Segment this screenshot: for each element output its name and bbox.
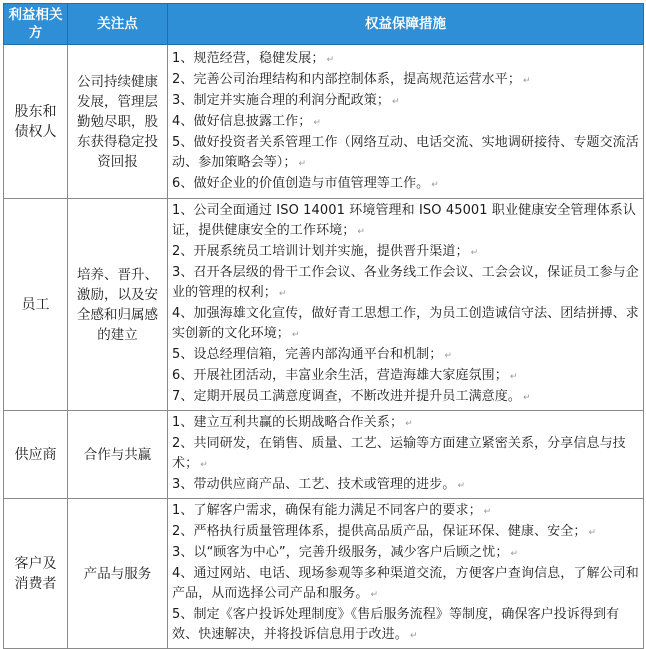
paragraph-mark-icon: ↵	[278, 289, 287, 299]
measure-item	[172, 387, 639, 408]
measure-list	[172, 49, 639, 195]
measure-item	[172, 112, 639, 133]
measure-list	[172, 413, 639, 496]
measure-item	[172, 242, 639, 263]
measure-item	[172, 201, 639, 242]
measure-item	[172, 543, 639, 564]
paragraph-mark-icon: ↵	[200, 460, 208, 470]
measure-item	[172, 501, 639, 522]
paragraph-mark-icon: ↵	[313, 117, 322, 128]
focus-cell: 合作与共赢	[68, 411, 168, 499]
measure-item	[172, 366, 639, 387]
focus-cell: 公司持续健康发展，管理层勤勉尽职，股东获得稳定投资回报	[68, 45, 168, 199]
measures-cell	[168, 499, 644, 649]
measure-text: 7、定期开展员工满意度调查，不断改进并提升员工满意度。	[172, 389, 521, 404]
paragraph-mark-icon: ↵	[391, 96, 400, 107]
measure-item	[172, 304, 639, 345]
measure-item	[172, 133, 639, 174]
measure-item	[172, 174, 639, 195]
stakeholder-cell: 股东和债权人	[4, 45, 68, 199]
measure-text: 1、了解客户需求，确保有能力满足不同客户的要求；	[172, 503, 482, 518]
measure-text: 1、公司全面通过 ISO 14001 环境管理和 ISO 45001 职业健康安全管理体系认证，提供健康安全的工作环境；	[172, 203, 637, 238]
paragraph-mark-icon: ↵	[510, 549, 519, 559]
paragraph-mark-icon: ↵	[470, 248, 479, 258]
paragraph-mark-icon: ↵	[444, 351, 453, 361]
measure-item	[172, 605, 639, 646]
measure-list	[172, 201, 639, 408]
paragraph-mark-icon: ↵	[409, 631, 418, 641]
table-row	[4, 199, 644, 411]
stakeholder-cell: 客户及消费者	[4, 499, 68, 649]
paragraph-mark-icon: ↵	[370, 590, 379, 600]
measure-item	[172, 564, 639, 605]
stakeholder-cell: 供应商	[4, 411, 68, 499]
paragraph-mark-icon: ↵	[522, 75, 531, 86]
measure-text: 6、开展社团活动，丰富业余生活，营造海雄大家庭氛围；	[172, 368, 508, 383]
paragraph-mark-icon: ↵	[431, 179, 439, 190]
measures-cell	[168, 199, 644, 411]
measure-text: 4、做好信息披露工作；	[172, 113, 312, 129]
paragraph-mark-icon: ↵	[588, 528, 597, 538]
measure-item	[172, 522, 639, 543]
table-row	[4, 499, 644, 649]
measure-text: 2、共同研发，在销售、质量、工艺、运输等方面建立紧密关系，分享信息与技术；	[172, 436, 626, 471]
table-row	[4, 411, 644, 499]
measure-item	[172, 345, 639, 366]
paragraph-mark-icon: ↵	[291, 330, 300, 340]
measure-item	[172, 70, 639, 91]
focus-cell: 产品与服务	[68, 499, 168, 649]
measure-text: 4、加强海雄文化宣传，做好青工思想工作，为员工创造诚信守法、团结拼搏、求实创新的文化环境；	[172, 306, 639, 341]
measure-text: 3、带动供应商产品、工艺、技术或管理的进步。	[172, 477, 456, 492]
measure-text: 5、做好投资者关系管理工作（网络互动、电话交流、实地调研接待、专题交流活动、参加策略会等）；	[172, 134, 639, 170]
measure-item	[172, 91, 639, 112]
paragraph-mark-icon: ↵	[457, 481, 466, 491]
measure-text: 5、设总经理信箱，完善内部沟通平台和机制；	[172, 347, 443, 362]
measure-item	[172, 49, 639, 70]
measure-item	[172, 413, 639, 434]
measure-item	[172, 475, 639, 496]
measures-cell	[168, 45, 644, 199]
focus-cell: 培养、晋升、激励，以及安全感和归属感的建立	[68, 199, 168, 411]
paragraph-mark-icon: ↵	[405, 419, 413, 429]
paragraph-mark-icon: ↵	[326, 54, 335, 65]
table-row	[4, 45, 644, 199]
paragraph-mark-icon: ↵	[522, 393, 531, 403]
paragraph-mark-icon: ↵	[298, 158, 307, 169]
measure-text: 3、召开各层级的骨干工作会议、各业务线工作会议、工会会议，保证员工参与企业的管理的权利；	[172, 265, 639, 300]
stakeholder-rights-table	[3, 3, 644, 649]
measure-text: 4、通过网站、电话、现场参观等多种渠道交流，方便客户查询信息，了解公司和产品，从而选择公司产品和服务。	[172, 566, 639, 601]
paragraph-mark-icon: ↵	[357, 227, 366, 237]
measure-text: 3、制定并实施合理的利润分配政策；	[172, 92, 390, 108]
stakeholder-cell: 员工	[4, 199, 68, 411]
measure-text: 5、制定《客户投诉处理制度》《售后服务流程》等制度，确保客户投诉得到有效、快速解决，并将投诉信息用于改进。	[172, 607, 620, 642]
measure-text: 6、做好企业的价值创造与市值管理等工作。	[172, 175, 430, 191]
measure-text: 2、严格执行质量管理体系，提供高品质产品，保证环保、健康、安全；	[172, 524, 587, 539]
measures-cell	[168, 411, 644, 499]
paragraph-mark-icon: ↵	[509, 372, 518, 382]
header-stakeholder: 利益相关方	[4, 4, 68, 45]
table-body	[4, 45, 644, 649]
measure-list	[172, 501, 639, 646]
header-measures: 权益保障措施	[168, 4, 644, 45]
measure-text: 1、规范经营，稳健发展；	[172, 50, 325, 66]
header-focus: 关注点	[68, 4, 168, 45]
measure-text: 2、开展系统员工培训计划并实施，提供晋升渠道；	[172, 244, 469, 259]
measure-text: 1、建立互利共赢的长期战略合作关系；	[172, 415, 404, 430]
paragraph-mark-icon: ↵	[483, 507, 492, 517]
measure-text: 3、以“顾客为中心”，完善升级服务，减少客户后顾之忧；	[172, 545, 509, 560]
measure-item	[172, 434, 639, 475]
measure-text: 2、完善公司治理结构和内部控制体系，提高规范运营水平；	[172, 71, 521, 87]
table-header-row	[4, 4, 644, 45]
measure-item	[172, 263, 639, 304]
